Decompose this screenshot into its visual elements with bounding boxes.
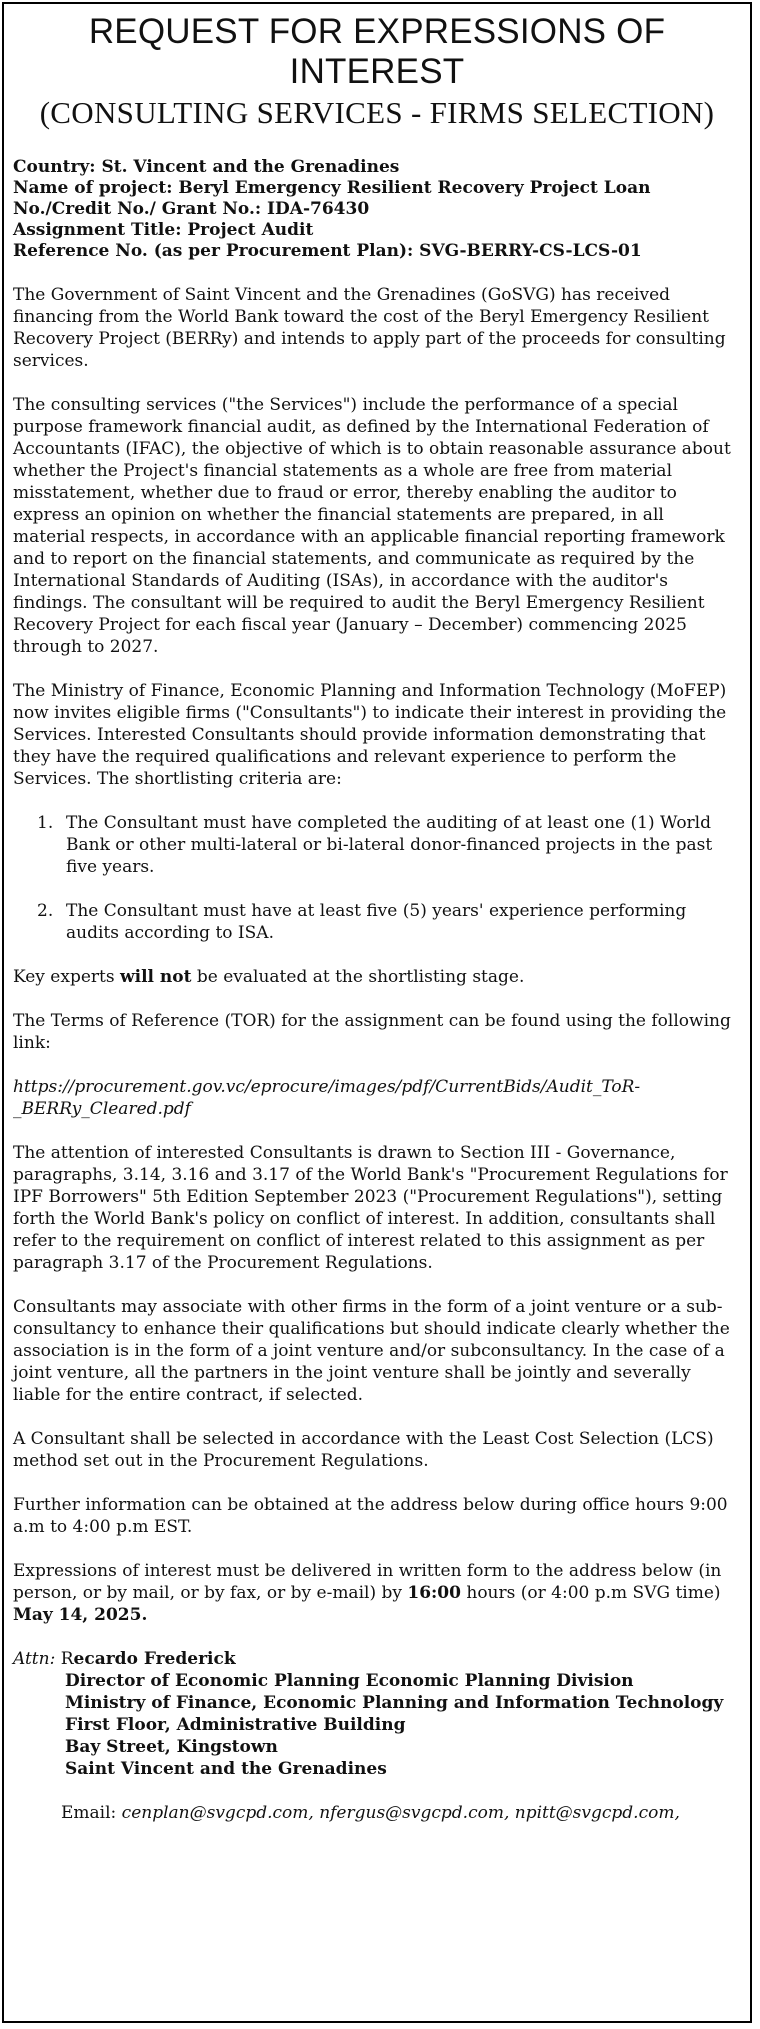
attn-ministry-line: Ministry of Finance, Economic Planning and Information Technology — [65, 1693, 724, 1713]
address-block — [13, 1648, 741, 1780]
list-item-number: 1. — [37, 813, 54, 833]
shortlisting-criteria-list — [13, 812, 741, 944]
project-header — [13, 157, 741, 262]
deadline-text: Expressions of interest must be delivered in written form to the address below (in person, or by mail, or by fax, or by e-mail) by — [13, 1561, 722, 1603]
country-line: Country: St. Vincent and the Grenadines — [13, 157, 400, 177]
key-experts-paragraph — [13, 966, 741, 988]
assignment-title-line: Assignment Title: Project Audit — [13, 220, 314, 240]
tor-link[interactable]: https://procurement.gov.vc/eprocure/images/pdf/CurrentBids/Audit_ToR-_BERRy_Cleared.pdf — [13, 1077, 641, 1119]
page-title: REQUEST FOR EXPRESSIONS OF INTEREST — [88, 12, 666, 91]
conflict-of-interest-paragraph: The attention of interested Consultants is drawn to Section III - Governance, paragraphs, 3.14, 3.16 and 3.17 of the World Bank's "Procurement Regulations for IPF Borrowers" 5th Edition September 2023 ("Procurement Regulations"), setting forth the World Bank's policy on conflict of interest. In addition, consultants shall refer to the requirement on conflict of interest related to this assignment as per paragraph 3.17 of the Procurement Regulations. — [13, 1143, 728, 1273]
attn-label: Attn: — [13, 1649, 56, 1669]
document-body — [4, 157, 750, 1824]
list-item — [13, 812, 741, 878]
attn-street-line: Bay Street, Kingstown — [65, 1737, 278, 1757]
invitation-paragraph: The Ministry of Finance, Economic Planning and Information Technology (MoFEP) now invites eligible firms ("Consultants") to indicate their interest in providing the Services. Interested Consultants should provide information demonstrating that they have the required qualifications and relevant experience to perform the Services. The shortlisting criteria are: — [13, 681, 727, 789]
email-addresses[interactable]: cenplan@svgcpd.com, nfergus@svgcpd.com, npitt@svgcpd.com, — [121, 1803, 680, 1823]
deadline-time: 16:00 — [407, 1583, 461, 1603]
tor-paragraph: The Terms of Reference (TOR) for the assignment can be found using the following link: — [13, 1011, 731, 1053]
deadline-text-end: hours (or 4:00 p.m SVG time) — [460, 1583, 721, 1603]
key-experts-text: Key experts — [13, 967, 120, 987]
list-item-number: 2. — [37, 901, 54, 921]
attn-country-line: Saint Vincent and the Grenadines — [65, 1759, 387, 1779]
credit-number-line: No./Credit No./ Grant No.: IDA-76430 — [13, 199, 370, 219]
attn-title-line: Director of Economic Planning Economic Planning Division — [65, 1671, 634, 1691]
services-paragraph: The consulting services ("the Services") include the performance of a special purpose framework financial audit, as defined by the International Federation of Accountants (IFAC), the objective of which is to obtain reasonable assurance about whether the Project's financial statements as a whole are free from material misstatement, whether due to fraud or error, thereby enabling the auditor to express an opinion on whether the financial statements are prepared, in all material respects, in accordance with an applicable financial reporting framework and to report on the financial statements, and communicate as required by the International Standards of Auditing (ISAs), in accordance with the auditor's findings. The consultant will be required to audit the Beryl Emergency Resilient Recovery Project for each fiscal year (January – December) commencing 2025 through to 2027. — [13, 395, 731, 657]
advertisement-frame — [2, 2, 752, 2023]
deadline-date: May 14, 2025. — [13, 1605, 148, 1625]
attn-name: ecardo Frederick — [73, 1649, 236, 1669]
reference-number-line: Reference No. (as per Procurement Plan): SVG-BERRY-CS-LCS-01 — [13, 241, 642, 261]
office-hours-paragraph: Further information can be obtained at the address below during office hours 9:00 a.m to 4:00 p.m EST. — [13, 1495, 728, 1537]
key-experts-text-end: be evaluated at the shortlisting stage. — [191, 967, 525, 987]
selection-method-paragraph: A Consultant shall be selected in accordance with the Least Cost Selection (LCS) method set out in the Procurement Regulations. — [13, 1429, 714, 1471]
email-label: Email: — [61, 1803, 122, 1823]
joint-venture-paragraph: Consultants may associate with other firms in the form of a joint venture or a sub-consultancy to enhance their qualifications but should indicate clearly whether the association is in the form of a joint venture and/or subconsultancy. In the case of a joint venture, all the partners in the joint venture shall be jointly and severally liable for the entire contract, if selected. — [13, 1297, 730, 1405]
list-item-text: The Consultant must have completed the auditing of at least one (1) World Bank or other multi-lateral or bi-lateral donor-financed projects in the past five years. — [66, 813, 713, 877]
page-subtitle: (CONSULTING SERVICES - FIRMS SELECTION) — [39, 95, 715, 130]
list-item-text: The Consultant must have at least five (5) years' experience performing audits according to ISA. — [66, 901, 687, 943]
key-experts-emphasis: will not — [120, 967, 192, 987]
deadline-paragraph — [13, 1560, 741, 1626]
list-item — [13, 900, 741, 944]
financing-paragraph: The Government of Saint Vincent and the Grenadines (GoSVG) has received financing from the World Bank toward the cost of the Beryl Emergency Resilient Recovery Project (BERRy) and intends to apply part of the proceeds for consulting services. — [13, 285, 726, 371]
email-line — [13, 1802, 741, 1824]
attn-building-line: First Floor, Administrative Building — [65, 1715, 406, 1735]
attn-name-initial: R — [60, 1649, 74, 1669]
project-name-line: Name of project: Beryl Emergency Resilient Recovery Project Loan — [13, 178, 651, 198]
